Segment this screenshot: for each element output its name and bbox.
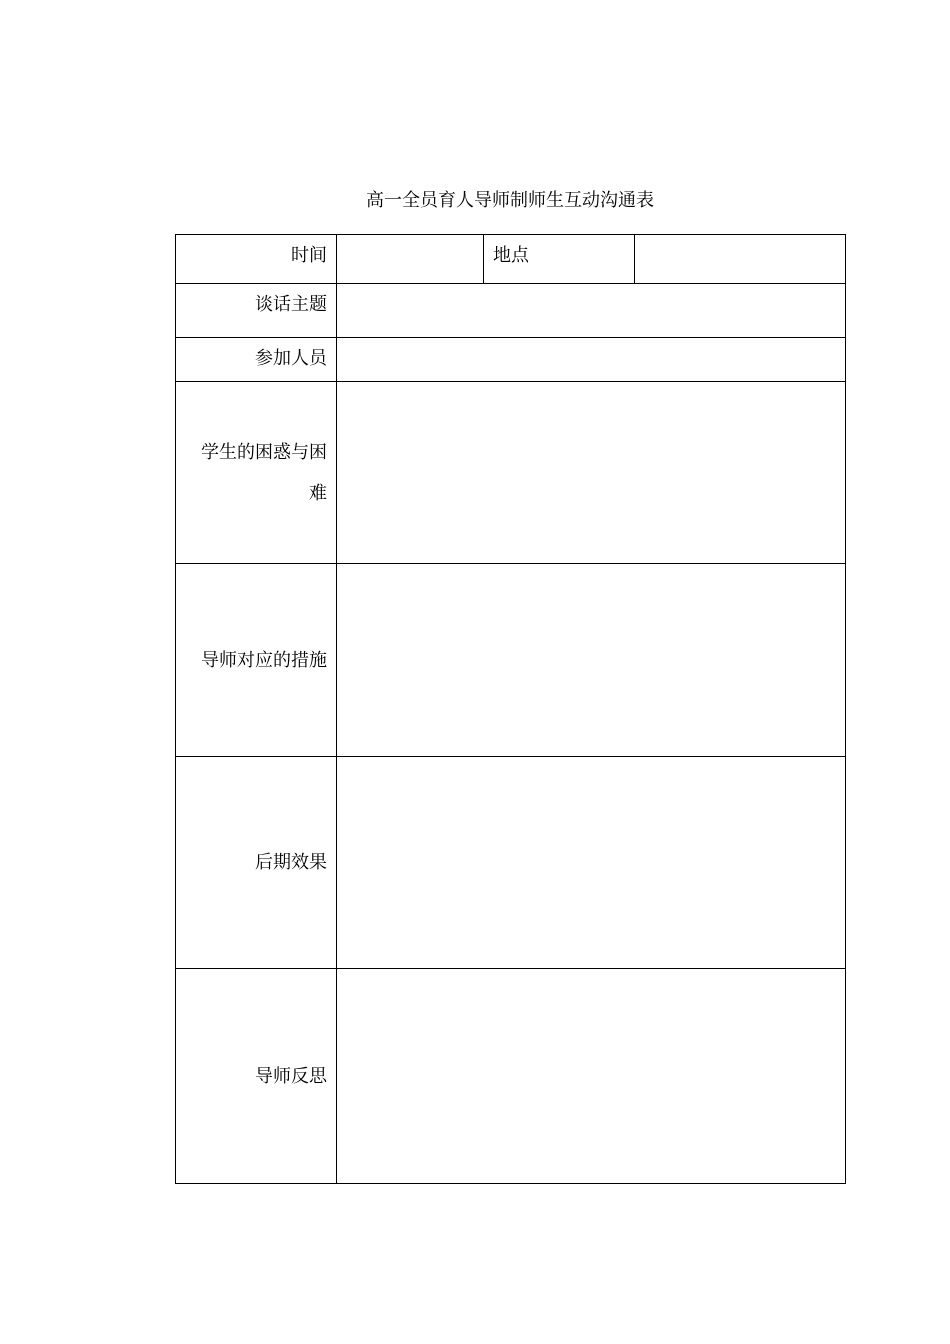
participants-field[interactable] — [337, 338, 846, 382]
row-difficulties — [176, 382, 846, 564]
difficulties-label: 学生的困惑与困难 — [201, 441, 327, 504]
row-topic — [176, 284, 846, 338]
topic-label: 谈话主题 — [176, 284, 337, 338]
measures-label: 导师对应的措施 — [176, 564, 337, 757]
row-effect — [176, 757, 846, 969]
row-time-place — [176, 235, 846, 284]
row-reflection — [176, 969, 846, 1184]
participants-label: 参加人员 — [176, 338, 337, 382]
page-title: 高一全员育人导师制师生互动沟通表 — [366, 190, 654, 211]
row-participants — [176, 338, 846, 382]
difficulties-field[interactable] — [337, 382, 846, 564]
reflection-label: 导师反思 — [176, 969, 337, 1184]
place-label: 地点 — [484, 235, 635, 284]
reflection-field[interactable] — [337, 969, 846, 1184]
measures-field[interactable] — [337, 564, 846, 757]
time-label: 时间 — [176, 235, 337, 284]
communication-form-table — [175, 234, 846, 1184]
time-field[interactable] — [337, 235, 484, 284]
topic-field[interactable] — [337, 284, 846, 338]
effect-field[interactable] — [337, 757, 846, 969]
difficulties-label-cell — [176, 382, 337, 564]
place-field[interactable] — [635, 235, 846, 284]
row-measures — [176, 564, 846, 757]
effect-label: 后期效果 — [176, 757, 337, 969]
